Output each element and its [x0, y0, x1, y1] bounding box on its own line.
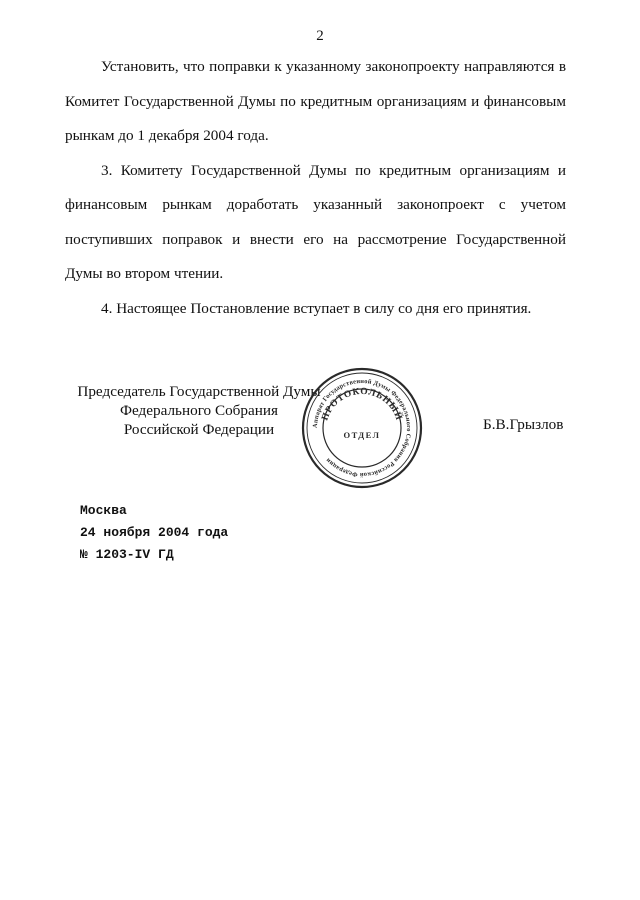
- page-number: 2: [316, 28, 324, 44]
- document-number: № 1203-IV ГД: [80, 547, 174, 562]
- signatory-title-line: Федерального Собрания: [120, 402, 278, 419]
- stamp-center-text: ОТДЕЛ: [343, 430, 381, 440]
- paragraph-item-4: 4. Настоящее Постановление вступает в силу со дня его принятия.: [101, 299, 532, 317]
- city: Москва: [80, 503, 127, 518]
- date: 24 ноября 2004 года: [80, 525, 229, 540]
- signer-name: Б.В.Грызлов: [483, 416, 564, 433]
- stamp-ring-text: Аппарат Государственной Думы Федерального Собрания Российской Федерации: [311, 377, 413, 479]
- paragraph-deadline: Установить, что поправки к указанному законопроекту направляются в Комитет Государственной Думы по кредитным организациям и финансовым рынкам до 1 декабря 2004 года.: [65, 58, 566, 144]
- official-stamp: [300, 366, 424, 490]
- signatory-title: [74, 382, 324, 439]
- signatory-title-line: Российской Федерации: [123, 421, 275, 438]
- place-and-date: [80, 500, 228, 566]
- paragraph-item-3: 3. Комитету Государственной Думы по кредитным организациям и финансовым рынкам доработать указанный законопроект с учетом поступивших поправок и внести его на рассмотрение Государственной Думы во втором чтении.: [65, 161, 566, 282]
- signatory-title-line: Председатель Государственной Думы: [77, 383, 321, 400]
- document-body: [65, 50, 566, 326]
- stamp-outer-ring: [303, 369, 421, 487]
- stamp-center-text-arc: ПРОТОКОЛЬНЫЙ: [320, 386, 404, 423]
